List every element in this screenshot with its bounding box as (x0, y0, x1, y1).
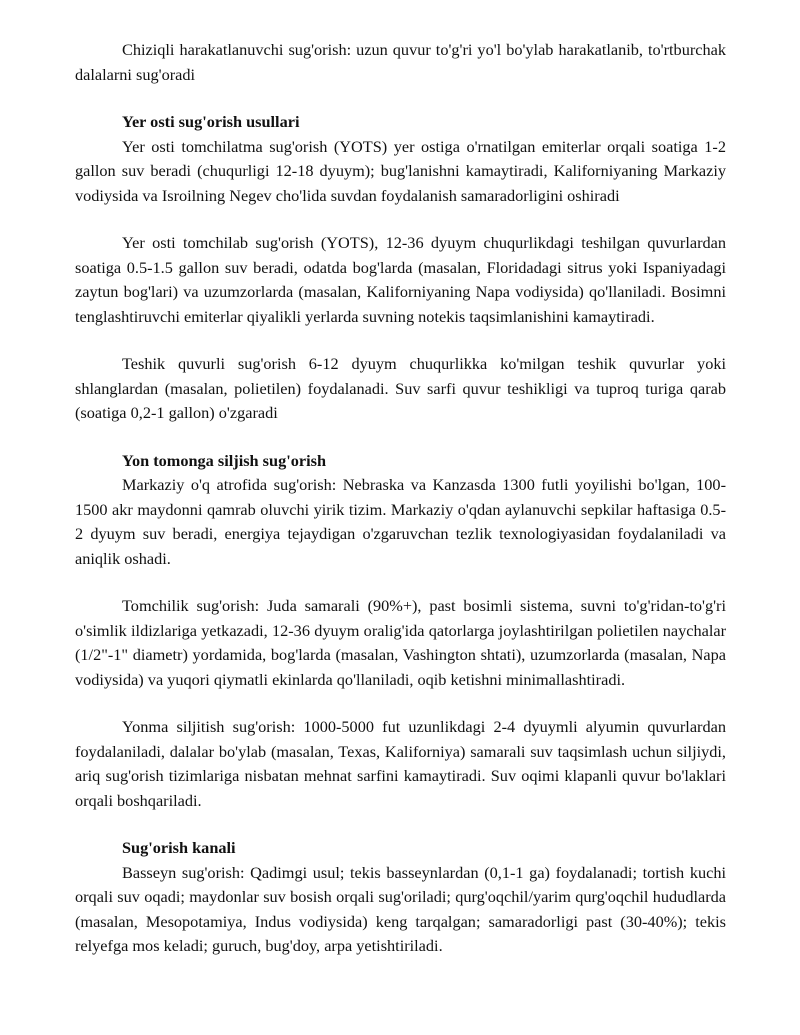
paragraph-spacer (75, 692, 726, 715)
paragraph-spacer (75, 813, 726, 836)
paragraph-spacer (75, 208, 726, 231)
paragraph-subsurface-drip-orchards: Yer osti tomchilab sug'orish (YOTS), 12-36 dyuym chuqurlikdagi teshilgan quvurlardan soatiga 0.5-1.5 gallon suv beradi, odatda bog'larda (masalan, Floridadagi sitrus yoki Ispaniyadagi zaytun bog'lari) va uzumzorlarda (masalan, Kaliforniyaning Napa vodiysida) qo'llaniladi. Bosimni tenglashtiruvchi emiterlar qiyalikli yerlarda suvning notekis taqsimlanishini kamaytiradi. (75, 233, 726, 326)
heading-subsurface-irrigation: Yer osti sug'orish usullari (122, 112, 300, 131)
heading-irrigation-canal: Sug'orish kanali (122, 838, 236, 857)
paragraph-drip-irrigation: Tomchilik sug'orish: Juda samarali (90%+), past bosimli sistema, suvni to'g'ridan-to'g'ri o'simlik ildizlariga yetkazadi, 12-36 dyuym oralig'ida qatorlarga joylashtirilgan polietilen naychalar (1/2"-1" diametr) yordamida, bog'larda (masalan, Vashington shtati), uzumzorlarda (masalan, Napa vodiysida) va yuqori qiymatli ekinlarda qo'llaniladi, oqib ketishni minimallashtiradi. (75, 596, 726, 689)
paragraph-linear-move-irrigation: Chiziqli harakatlanuvchi sug'orish: uzun quvur to'g'ri yo'l bo'ylab harakatlanib, to'rtburchak dalalarni sug'oradi (75, 40, 726, 84)
paragraph-perforated-pipe: Teshik quvurli sug'orish 6-12 dyuym chuqurlikka ko'milgan teshik quvurlar yoki shlanglardan (masalan, polietilen) foydalanadi. Suv sarfi quvur teshikligi va tuproq turiga qarab (soatiga 0,2-1 gallon) o'zgaradi (75, 354, 726, 422)
paragraph-side-roll: Yonma siljitish sug'orish: 1000-5000 fut uzunlikdagi 2-4 dyuymli alyumin quvurlardan foydalaniladi, dalalar bo'ylab (masalan, Texas, Kaliforniya) samarali suv taqsimlash uchun siljiydi, ariq sug'orish tizimlariga nisbatan mehnat sarfini kamaytiradi. Suv oqimi klapanli quvur bo'laklari orqali boshqariladi. (75, 717, 726, 810)
paragraph-subsurface-drip: Yer osti tomchilatma sug'orish (YOTS) yer ostiga o'rnatilgan emiterlar orqali soatiga 1-2 gallon suv beradi (chuqurligi 12-18 dyuym); bug'lanishni kamaytiradi, Kaliforniyaning Markaziy vodiysida va Isroilning Negev cho'lida suvdan foydalanish samaradorligini oshiradi (75, 136, 726, 205)
paragraph-spacer (75, 87, 726, 110)
paragraph-basin-irrigation: Basseyn sug'orish: Qadimgi usul; tekis basseynlardan (0,1-1 ga) foydalanadi; tortish kuchi orqali suv oqadi; maydonlar suv bosish orqali sug'oriladi; qurg'oqchil/yarim qurg'oqchil hududlarda (masalan, Mesopotamiya, Indus vodiysida) keng tarqalgan; samaradorligi past (30-40%); tekis relyefga mos keladi; guruch, bug'doy, arpa yetishtiriladi. (75, 862, 726, 955)
paragraph-spacer (75, 571, 726, 594)
paragraph-spacer (75, 329, 726, 352)
heading-side-roll-irrigation: Yon tomonga siljish sug'orish (122, 450, 327, 470)
document-page (75, 38, 726, 959)
paragraph-center-pivot: Markaziy o'q atrofida sug'orish: Nebraska va Kanzasda 1300 futli yoyilishi bo'lgan, 100-1500 akr maydonni qamrab oluvchi yirik tizim. Markaziy o'qdan aylanuvchi sepkilar haftasiga 0.5-2 dyuym suv beradi, energiya tejaydigan o'zgaruvchan tezlik texnologiyasidan foydalaniladi va aniqlik oshadi. (75, 475, 726, 568)
paragraph-spacer (75, 426, 726, 449)
